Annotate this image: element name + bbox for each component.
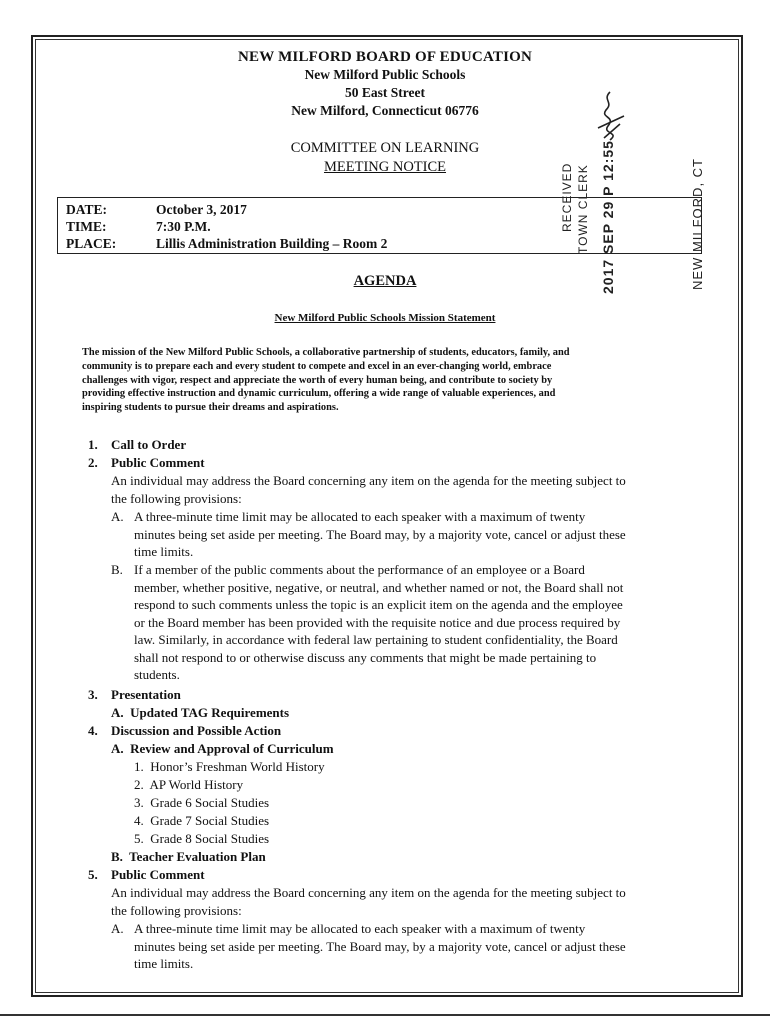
provision-line: member, whether positive, negative, or neutral, and whether named or not, the Board shall not (134, 579, 624, 595)
intro-line: An individual may address the Board concerning any item on the agenda for the meeting subject to (111, 473, 626, 488)
provision-line: or the Board member has been provided with the requisite notice and due process required by (134, 614, 621, 630)
date-row (66, 202, 247, 218)
agenda-item-2-number: 2. (88, 455, 98, 470)
place-value: Lillis Administration Building – Room 2 (156, 236, 388, 251)
time-row (66, 219, 211, 235)
agenda-item-1-number: 1. (88, 437, 98, 452)
curriculum-course: 1. Honor’s Freshman World History (134, 759, 325, 774)
mission-statement (82, 346, 687, 415)
mission-line: providing effective instruction and dynamic curriculum, offering a wide range of valuable experiences, and (82, 388, 556, 400)
intro-line: An individual may address the Board concerning any item on the agenda for the meeting subject to (111, 885, 626, 900)
public-comment-intro-2 (111, 884, 709, 919)
tag-requirements-item: A. Updated TAG Requirements (111, 705, 290, 720)
mission-title: New Milford Public Schools Mission Statement (274, 312, 496, 324)
provision-a-text-2 (134, 920, 709, 973)
letterhead (0, 48, 770, 120)
mission-line: challenges with vigor, respect and appreciate the worth of every human being, and contribute to society by (82, 374, 553, 386)
agenda-item-1-label: Call to Order (111, 437, 187, 452)
provision-line: law. Similarly, in accordance with federal law pertaining to student confidentiality, the Board (134, 632, 618, 647)
committee-name: COMMITTEE ON LEARNING (290, 140, 480, 156)
place-label: PLACE: (66, 236, 117, 251)
provision-line: students. (134, 667, 180, 682)
stamp-date: 2017 SEP 29 P 12:55 (600, 140, 616, 294)
intro-line: the following provisions: (111, 902, 242, 918)
provision-line: A three-minute time limit may be allocated to each speaker with a maximum of twenty (134, 921, 586, 936)
provision-b-letter: B. (111, 562, 123, 577)
mission-line: inspiring students to pursue their dreams and aspirations. (82, 402, 339, 414)
agenda-item-5-number: 5. (88, 867, 98, 882)
agenda-item-3-label: Presentation (111, 687, 181, 702)
provision-line: shall not respond to or otherwise discuss any comments that might be made pertaining to (134, 649, 597, 665)
provision-line: If a member of the public comments about the performance of an employee or a Board (134, 562, 585, 577)
date-label: DATE: (66, 202, 108, 217)
curriculum-course: 5. Grade 8 Social Studies (134, 831, 270, 846)
time-label: TIME: (66, 219, 107, 234)
intro-line: the following provisions: (111, 490, 242, 506)
place-row (66, 236, 387, 252)
agenda-item-4-number: 4. (88, 723, 98, 738)
provision-line: minutes being set aside per meeting. The Board may, by a majority vote, cancel or adjust these (134, 938, 626, 954)
city-address: New Milford, Connecticut 06776 (291, 103, 479, 118)
mission-line: community is to prepare each and every student to compete and excel in an ever-changing world, embrace (82, 360, 552, 372)
date-value: October 3, 2017 (156, 202, 247, 217)
provision-a-letter-2: A. (111, 921, 124, 936)
street-address: 50 East Street (345, 85, 425, 100)
curriculum-review-item: A. Review and Approval of Curriculum (111, 741, 334, 756)
provision-line: A three-minute time limit may be allocated to each speaker with a maximum of twenty (134, 509, 586, 524)
provision-line: time limits. (134, 956, 194, 971)
curriculum-course: 4. Grade 7 Social Studies (134, 813, 270, 828)
provision-a-letter: A. (111, 509, 124, 524)
stamp-town-clerk: TOWN CLERK (576, 164, 590, 254)
public-comment-intro (111, 472, 709, 507)
provision-a-text (134, 508, 709, 561)
committee-heading (0, 139, 770, 177)
meeting-notice-title: MEETING NOTICE (323, 159, 447, 175)
agenda-item-3-number: 3. (88, 687, 98, 702)
provision-line: time limits. (134, 544, 194, 559)
provision-line: respond to such comments unless the topic is an explicit item on the agenda and the employee (134, 597, 623, 612)
curriculum-course: 3. Grade 6 Social Studies (134, 795, 270, 810)
provision-line: minutes being set aside per meeting. The Board may, by a majority vote, cancel or adjust these (134, 526, 626, 542)
stamp-received: RECEIVED (560, 162, 574, 232)
mission-line: The mission of the New Milford Public Schools, a collaborative partnership of students, educators, family, and (82, 347, 570, 358)
provision-b-text (134, 561, 709, 684)
agenda-item-4-label: Discussion and Possible Action (111, 723, 282, 738)
school-name: New Milford Public Schools (304, 67, 466, 82)
agenda-item-5-label: Public Comment (111, 867, 205, 882)
agenda-title: AGENDA (353, 273, 417, 289)
stamp-town: NEW MILFORD, CT (690, 158, 705, 290)
curriculum-course: 2. AP World History (134, 777, 244, 792)
time-value: 7:30 P.M. (156, 219, 211, 234)
org-name: NEW MILFORD BOARD OF EDUCATION (237, 49, 533, 65)
agenda-item-2-label: Public Comment (111, 455, 205, 470)
meeting-info-box (57, 197, 702, 254)
footer-rule (0, 1014, 770, 1016)
teacher-evaluation-item: B. Teacher Evaluation Plan (111, 849, 266, 864)
